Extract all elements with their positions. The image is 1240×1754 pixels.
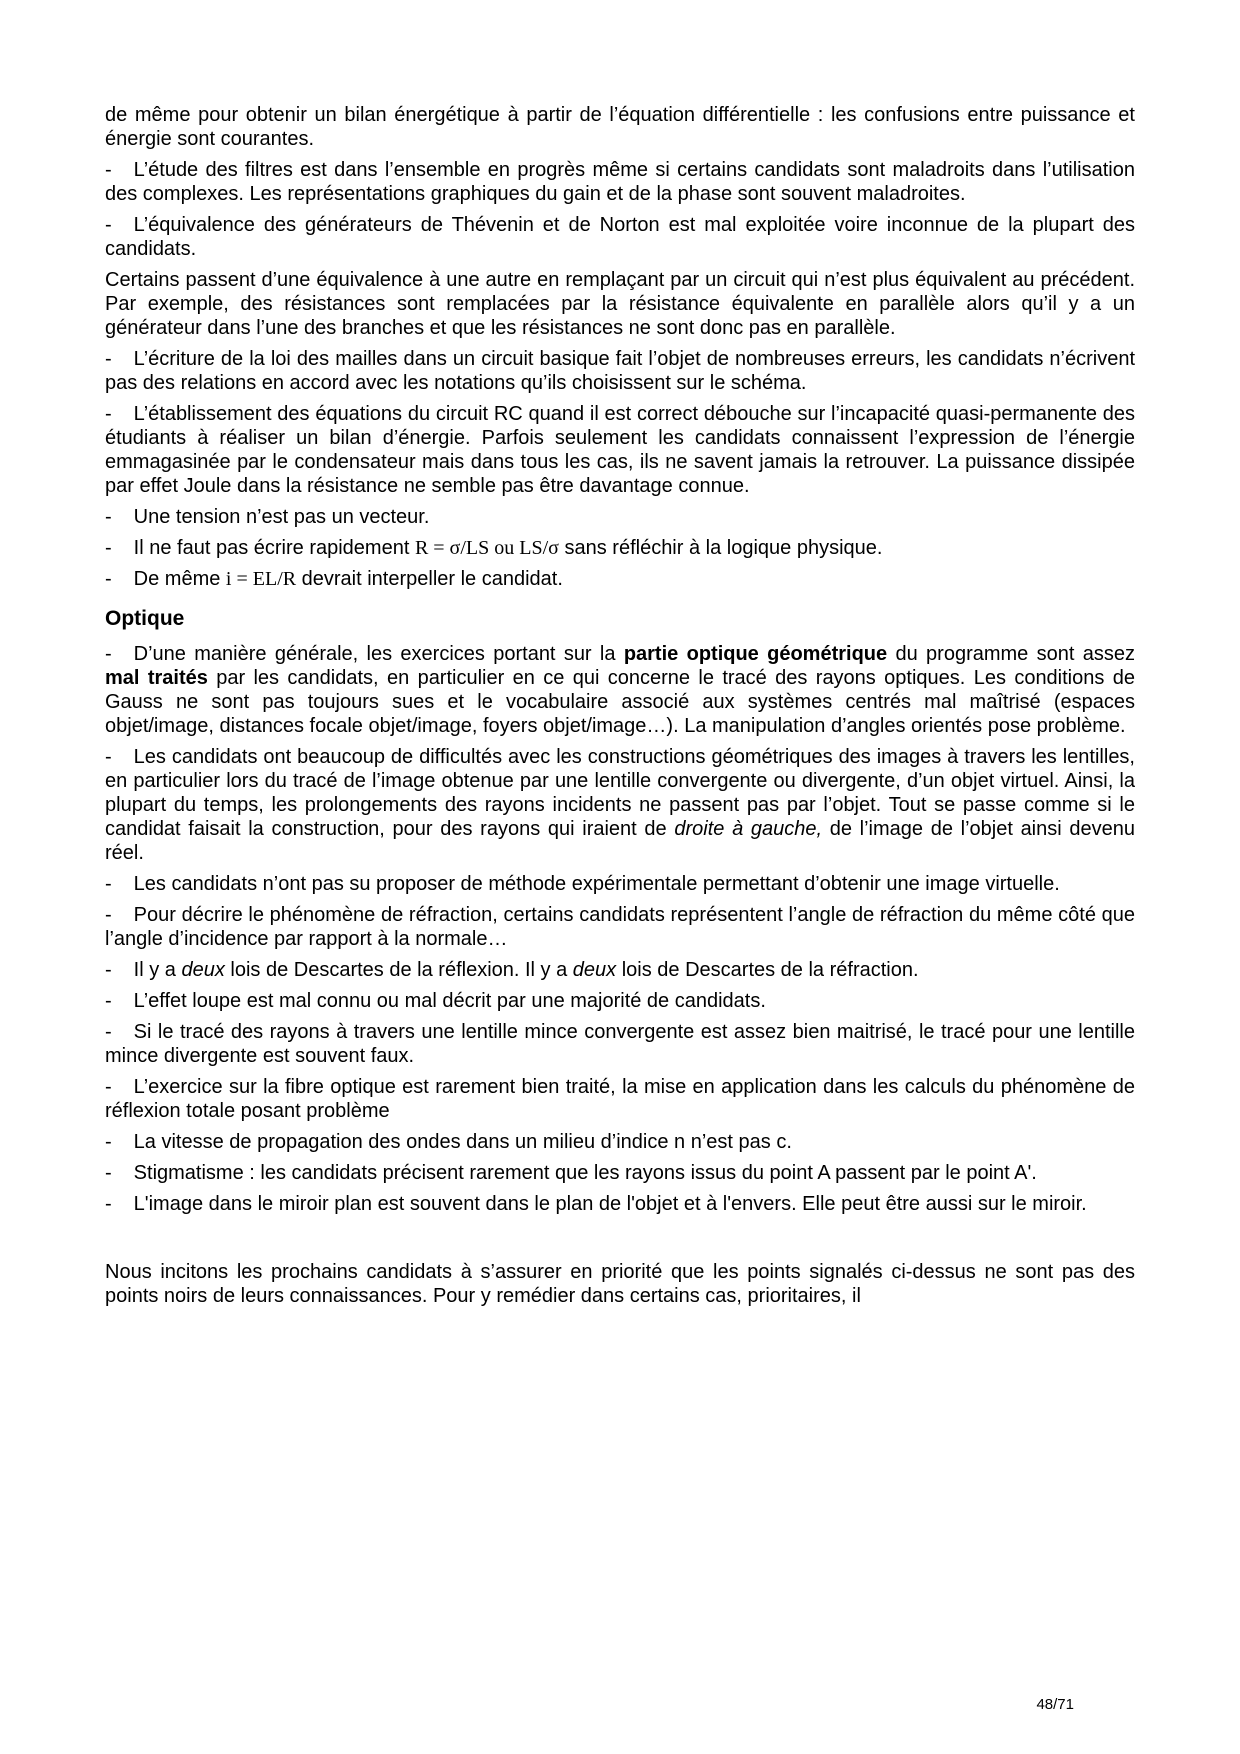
paragraph bbox=[105, 268, 1135, 340]
list-dash: - bbox=[105, 746, 112, 768]
text-run: de l’image de l’objet ainsi devenu réel. bbox=[105, 818, 1135, 864]
list-dash: - bbox=[105, 643, 112, 665]
text-run: Stigmatisme : les candidats précisent rarement que les rayons issus du point A passent par le point A'. bbox=[133, 1162, 1037, 1184]
list-dash: - bbox=[105, 1131, 112, 1153]
text-run: L’écriture de la loi des mailles dans un circuit basique fait l’objet de nombreuses erreurs, les candidats n’écrivent pas des relations en accord avec les notations qu’ils choisissent sur le schéma. bbox=[105, 348, 1135, 394]
text-run: devrait interpeller le candidat. bbox=[296, 568, 563, 590]
list-item bbox=[105, 402, 1135, 498]
text-run: La vitesse de propagation des ondes dans un milieu d’indice n n’est pas c. bbox=[133, 1131, 792, 1153]
text-run: Optique bbox=[105, 607, 185, 630]
list-item bbox=[105, 1020, 1135, 1068]
list-dash: - bbox=[105, 568, 112, 590]
text-run: De même bbox=[133, 568, 226, 590]
text-run: deux bbox=[572, 959, 617, 981]
text-run: lois de Descartes de la réflexion. Il y a bbox=[224, 959, 573, 981]
paragraph bbox=[105, 103, 1135, 151]
text-run: Les candidats ont beaucoup de difficultés avec les constructions géométriques des images à travers les lentilles, en particulier lors du tracé de l’image obtenue par une lentille convergente ou divergente, d’un objet virtuel. Ainsi, la plupart du temps, les prolongements des rayons incidents ne passent pas par l’objet. Tout se passe comme si le candidat faisait la construction, pour des rayons qui iraient de bbox=[105, 746, 1135, 840]
text-run: Certains passent d’une équivalence à une autre en remplaçant par un circuit qui n’est plus équivalent au précédent. Par exemple, des résistances sont remplacées par la résistance équivalente en parallèle alors qu’il y a un générateur dans l’une des branches et que les résistances ne sont donc pas en parallèle. bbox=[105, 269, 1135, 339]
list-dash: - bbox=[105, 159, 112, 181]
document-content bbox=[105, 103, 1135, 1308]
list-dash: - bbox=[105, 990, 112, 1012]
text-run: deux bbox=[181, 959, 225, 981]
text-run: Il y a bbox=[133, 959, 182, 981]
text-run: L’effet loupe est mal connu ou mal décrit par une majorité de candidats. bbox=[133, 990, 766, 1012]
list-item bbox=[105, 872, 1135, 896]
text-run: par les candidats, en particulier en ce qui concerne le tracé des rayons optiques. Les conditions de Gauss ne sont pas toujours sues et le vocabulaire associé aux systèmes centrés mal maîtrisé (espaces objet/image, distances focale objet/image, foyers objet/image…). La manipulation d’angles orientés pose problème. bbox=[105, 667, 1135, 737]
paragraph bbox=[105, 1260, 1135, 1308]
list-item bbox=[105, 1075, 1135, 1123]
list-item bbox=[105, 567, 1135, 591]
list-item bbox=[105, 158, 1135, 206]
list-dash: - bbox=[105, 348, 112, 370]
list-item bbox=[105, 1161, 1135, 1185]
text-run: Si le tracé des rayons à travers une lentille mince convergente est assez bien maitrisé, le tracé pour une lentille mince divergente est souvent faux. bbox=[105, 1021, 1135, 1067]
list-item bbox=[105, 642, 1135, 738]
list-dash: - bbox=[105, 403, 112, 425]
list-dash: - bbox=[105, 1021, 112, 1043]
text-run: lois de Descartes de la réfraction. bbox=[616, 959, 919, 981]
page-footer bbox=[1036, 1696, 1074, 1714]
list-dash: - bbox=[105, 904, 112, 926]
list-item bbox=[105, 505, 1135, 529]
list-item bbox=[105, 903, 1135, 951]
text-run: Il ne faut pas écrire rapidement bbox=[133, 537, 415, 559]
text-run: sans réfléchir à la logique physique. bbox=[558, 537, 883, 559]
text-run: L’établissement des équations du circuit RC quand il est correct débouche sur l’incapacité quasi-permanente des étudiants à réaliser un bilan d’énergie. Parfois seulement les candidats connaissent l’expression de l’énergie emmagasinée par le condensateur mais dans tous les cas, ils ne savent jamais la retrouver. La puissance dissipée par effet Joule dans la résistance ne semble pas être davantage connue. bbox=[105, 403, 1135, 497]
list-item bbox=[105, 347, 1135, 395]
list-item bbox=[105, 536, 1135, 560]
text-run: R = σ/LS ou LS/σ bbox=[414, 537, 559, 559]
text-run: L’étude des filtres est dans l’ensemble en progrès même si certains candidats sont maladroits dans l’utilisation des complexes. Les représentations graphiques du gain et de la phase sont souvent maladroites. bbox=[105, 159, 1135, 205]
text-run: mal traités bbox=[105, 667, 208, 689]
list-item bbox=[105, 745, 1135, 865]
text-run: L'image dans le miroir plan est souvent dans le plan de l'objet et à l'envers. Elle peut être aussi sur le miroir. bbox=[133, 1193, 1087, 1215]
text-run: Les candidats n’ont pas su proposer de méthode expérimentale permettant d’obtenir une image virtuelle. bbox=[133, 873, 1060, 895]
list-dash: - bbox=[105, 873, 112, 895]
list-dash: - bbox=[105, 1162, 112, 1184]
list-dash: - bbox=[105, 1193, 112, 1215]
text-run: Nous incitons les prochains candidats à s’assurer en priorité que les points signalés ci-dessus ne sont pas des points noirs de leurs connaissances. Pour y remédier dans certains cas, prioritaires, il bbox=[105, 1261, 1135, 1307]
text-run: Une tension n’est pas un vecteur. bbox=[133, 506, 430, 528]
list-item bbox=[105, 1192, 1135, 1216]
text-run: droite à gauche, bbox=[674, 818, 823, 840]
text-run: du programme sont assez bbox=[887, 643, 1135, 665]
list-dash: - bbox=[105, 214, 112, 236]
list-dash: - bbox=[105, 1076, 112, 1098]
list-item bbox=[105, 213, 1135, 261]
section-heading bbox=[105, 606, 1135, 631]
text-run: L’exercice sur la fibre optique est rarement bien traité, la mise en application dans les calculs du phénomène de réflexion totale posant problème bbox=[105, 1076, 1135, 1122]
list-item bbox=[105, 989, 1135, 1013]
page-number: 48/71 bbox=[1036, 1696, 1074, 1713]
list-item bbox=[105, 1130, 1135, 1154]
text-run: partie optique géométrique bbox=[623, 643, 888, 665]
text-run: de même pour obtenir un bilan énergétique à partir de l’équation différentielle : les confusions entre puissance et énergie sont courantes. bbox=[105, 104, 1135, 150]
text-run: D’une manière générale, les exercices portant sur la bbox=[133, 643, 624, 665]
list-dash: - bbox=[105, 506, 112, 528]
text-run: i = EL/R bbox=[225, 568, 297, 590]
list-item bbox=[105, 958, 1135, 982]
text-run: Pour décrire le phénomène de réfraction, certains candidats représentent l’angle de réfraction du même côté que l’angle d’incidence par rapport à la normale… bbox=[105, 904, 1135, 950]
list-dash: - bbox=[105, 537, 112, 559]
text-run: L’équivalence des générateurs de Thévenin et de Norton est mal exploitée voire inconnue de la plupart des candidats. bbox=[105, 214, 1135, 260]
list-dash: - bbox=[105, 959, 112, 981]
